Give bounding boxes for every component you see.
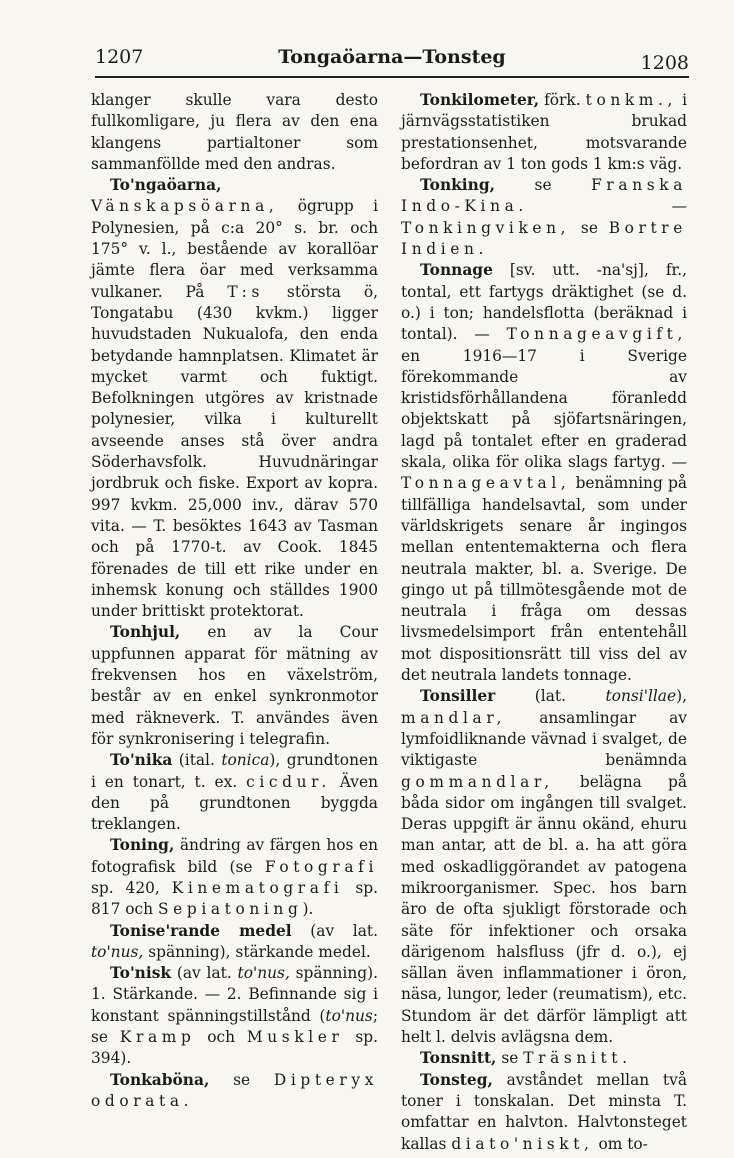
right-column	[401, 90, 687, 1155]
entry-tonsiller: Tonsiller (lat. tonsi'llae), mandlar, ansamlingar av lymfoidliknande vävnad i svalget, de viktigaste benämnda gommandlar, belägna på båda sidor om ingången till svalget. Deras uppgift är ännu okänd, ehuru man antar, att de bl. a. ha att göra med oskadliggörandet av patogena mikroorganismer. Spec. hos barn äro de ofta sjukligt förstorade och säte för infektioner och orsaka därigenom halsfluss (jfr d. o.), ej sällan även inflammationer i öron, näsa, lungor, leder (reumatism), etc. Stundom är det därför lämpligt att helt l. delvis avlägsna dem.	[401, 687, 687, 1047]
headword: Tonise'rande medel	[110, 921, 292, 940]
entry-tonsnitt: Tonsnitt, se Träsnitt.	[420, 1049, 632, 1068]
headword: To'nisk	[110, 964, 172, 983]
entry-tongaoarna: To'ngaöarna, Vänskapsöarna, ögrupp i Polynesien, på c:a 20° s. br. och 175° v. l., bestående av korallöar jämte flera öar med verksamma vulkaner. På T:s största ö, Tongatabu (430 kvkm.) ligger huvudstaden Nukualofa, den enda betydande hamnplatsen. Klimatet är mycket varmt och fuktigt. Befolkningen utgöres av kristnade polynesier, vilka i kulturellt avseende anses stå över andra Söderhavsfolk. Huvudnäringar jordbruk och fiske. Export av kopra. 997 kvkm. 25,000 inv., därav 570 vita. — T. besöktes 1643 av Tasman och på 1770-t. av Cook. 1845 förenades de till ett rike under en inhemsk konung och ställdes 1900 under brittiskt protektorat.	[91, 176, 378, 621]
entry-tonking: Tonking, se Franska Indo-Kina. — Tonkingviken, se Bortre Indien.	[401, 176, 687, 259]
running-header	[95, 44, 689, 74]
left-column	[91, 90, 378, 1112]
headword: Tonsnitt,	[420, 1049, 497, 1068]
entry-tonika: To'nika (ital. tonica), grundtonen i en tonart, t. ex. cicdur. Även den på grundtonen byggda treklangen.	[91, 751, 379, 834]
entry-tonisk: To'nisk (av lat. to'nus, spänning). 1. Stärkande. — 2. Befinnande sig i konstant spänningstillstånd (to'nus; se Kramp och Muskler sp. 394).	[91, 964, 378, 1068]
header-rule	[95, 76, 689, 78]
headword: Tonkaböna,	[110, 1070, 210, 1089]
entry-tonkabona: Tonkaböna, se Dipteryx odorata.	[91, 1070, 378, 1110]
page-number-right: 1208	[640, 52, 689, 74]
headword: Toning,	[110, 836, 175, 855]
headword: Tonking,	[420, 176, 495, 195]
entry-tonnage: Tonnage [sv. utt. -na'sj], fr., tontal, ett fartygs dräktighet (se d. o.) i ton; handelsflotta (beräknad i tontal). — Tonnageavgift, en 1916—17 i Sverige förekommande av kristidsförhållandena föranledd objektskatt på sjöfartsnäringen, lagd på tontalet efter en graderad skala, olika för olika slags fartyg. — Tonnageavtal, benämning på tillfälliga handelsavtal, som under världskrigets senare år ingingos mellan ententemakterna och flera neutrala makter, bl. a. Sverige. De gingo ut på tillmötesgående mot de neutrala i fråga om dessas livsmedelsimport från ententehåll mot dispositionsrätt till viss del av det neutrala landets tonnage.	[401, 261, 687, 685]
entry-continuation: klanger skulle vara desto fullkomligare, ju flera av den ena klangens partialtoner som sammanföllde med den andras.	[91, 91, 378, 173]
entry-toniserande-medel: Tonise'rande medel (av lat. to'nus, spänning), stärkande medel.	[91, 921, 378, 961]
running-title: Tongaöarna—Tonsteg	[278, 46, 506, 68]
headword: Tonsiller	[420, 687, 496, 706]
headword: Tonsteg,	[420, 1070, 493, 1089]
entry-tonsteg: Tonsteg, avståndet mellan två toner i tonskalan. Det minsta T. omfattar en halvton. Halvtonsteget kallas diato'niskt, om to-	[401, 1070, 687, 1153]
entry-tonhjul: Tonhjul, en av la Cour uppfunnen apparat för mätning av frekvensen hos en växelström, består av en enkel synkronmotor med räkneverk. T. användes även för synkronisering i telegrafin.	[91, 623, 378, 748]
headword: To'nika	[110, 751, 173, 770]
headword: Tonhjul,	[110, 623, 181, 642]
headword: Tonnage	[420, 261, 493, 280]
entry-tonkilometer: Tonkilometer, förk. tonkm., i järnvägsstatistiken brukad prestationsenhet, motsvarande befordran av 1 ton gods 1 km:s väg.	[401, 91, 687, 173]
headword: To'ngaöarna,	[110, 176, 222, 195]
entry-toning: Toning, ändring av färgen hos en fotografisk bild (se Fotografi sp. 420, Kinematografi sp. 817 och Sepiatoning).	[91, 836, 378, 919]
headword: Tonkilometer,	[420, 91, 540, 109]
page-number-left: 1207	[95, 46, 144, 68]
